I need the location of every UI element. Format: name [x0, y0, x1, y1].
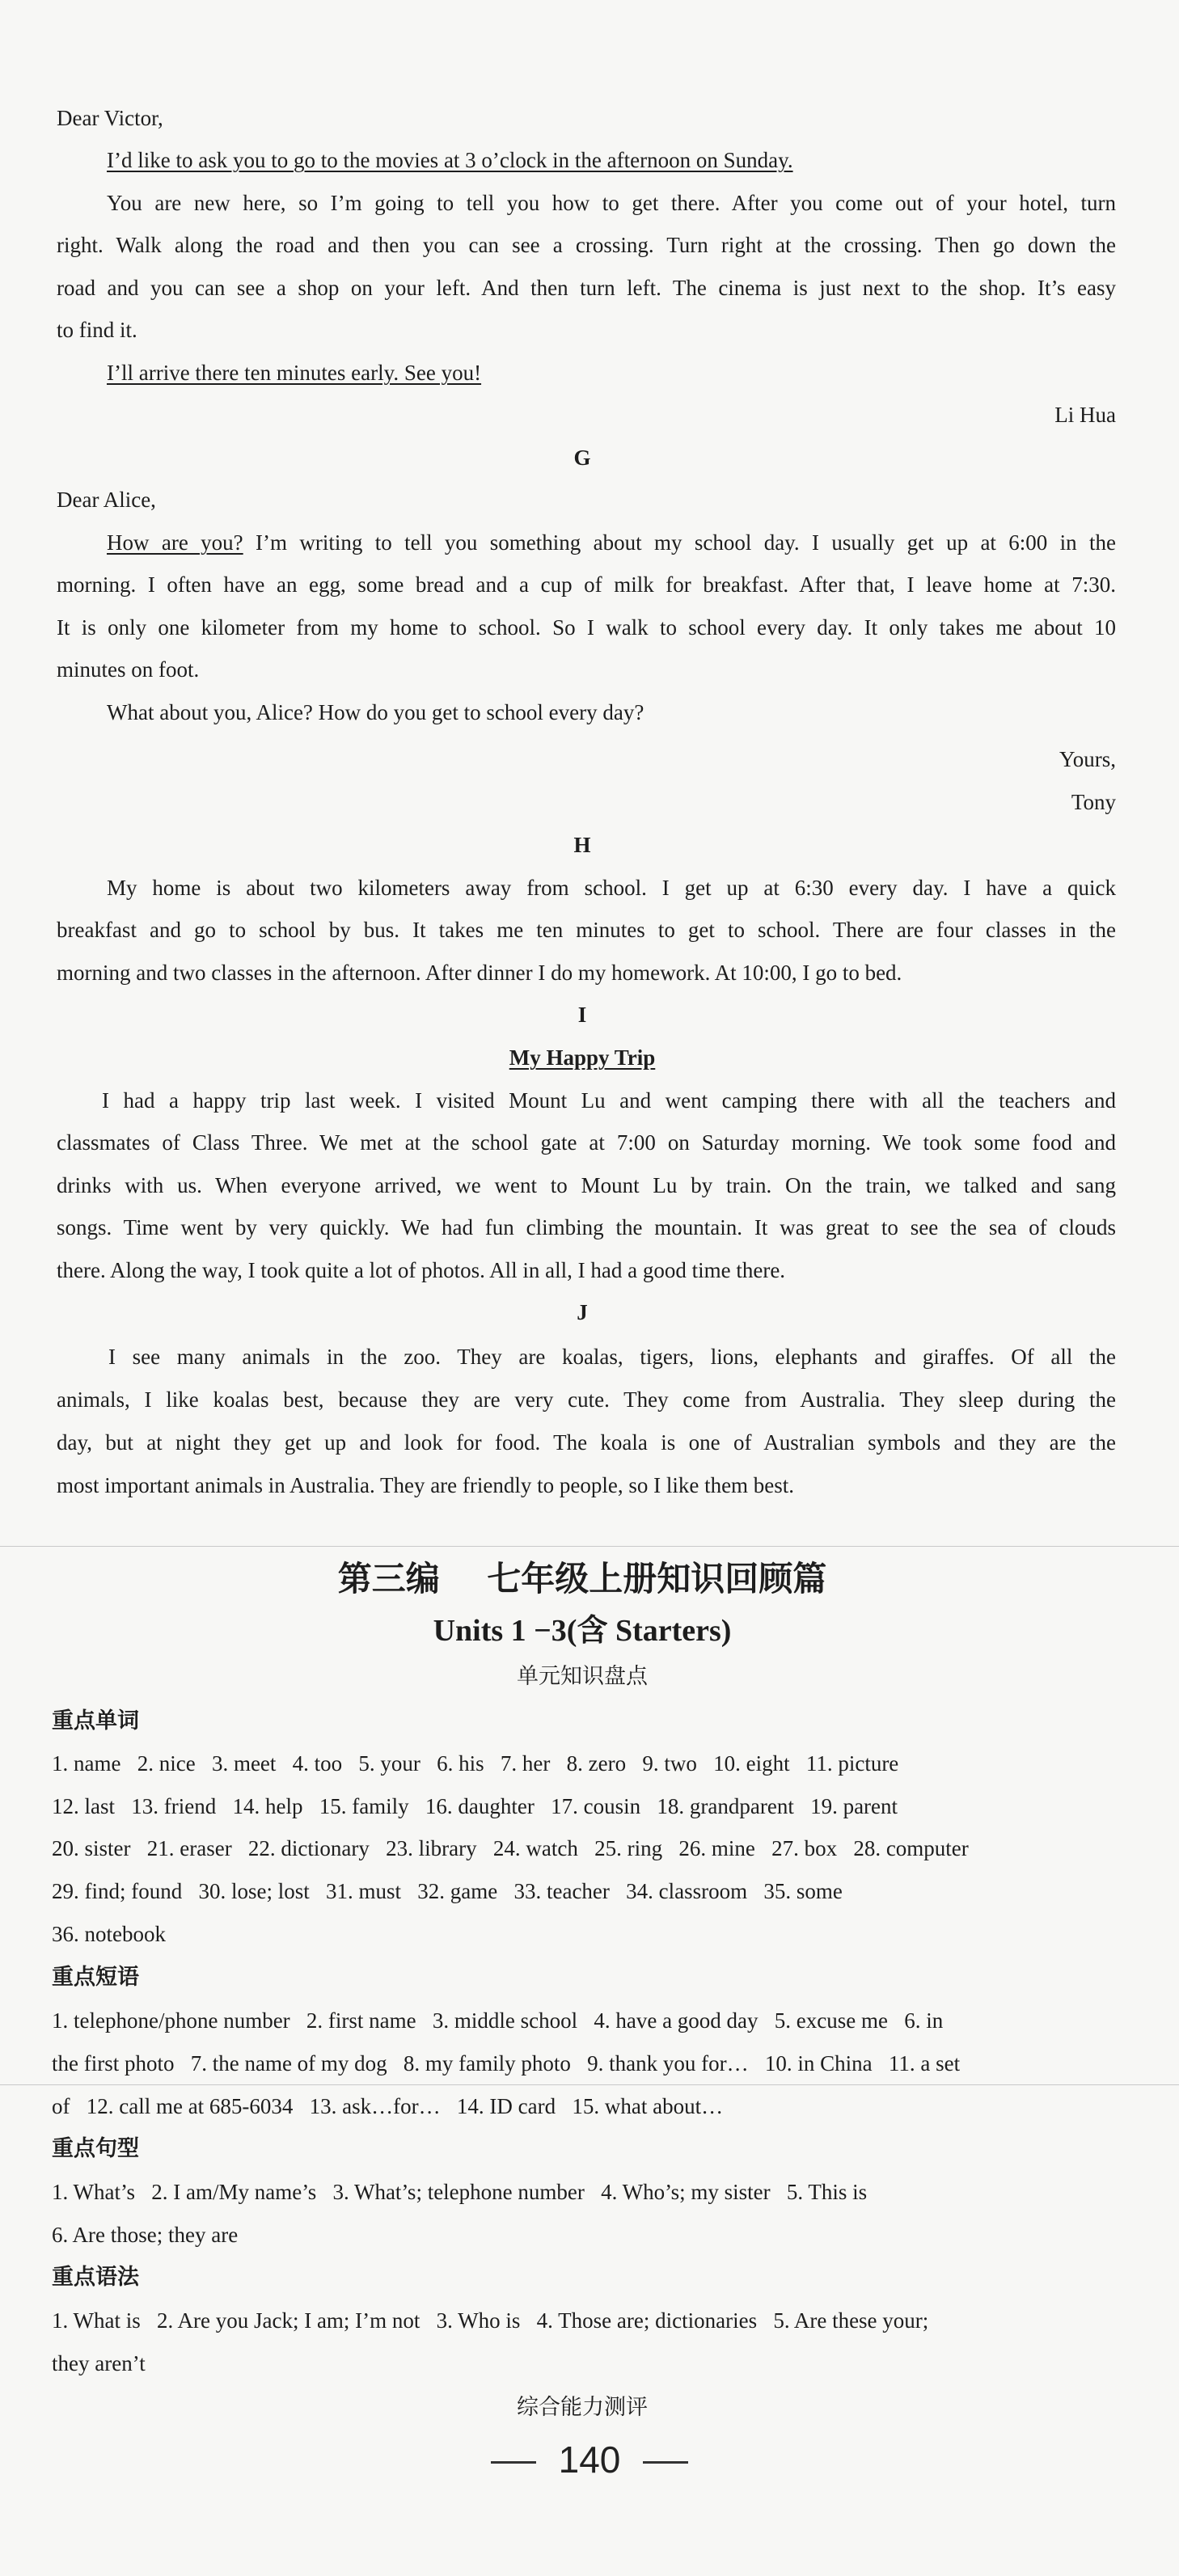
section-i-title [0, 1043, 1164, 1072]
section-h-line: morning and two classes in the afternoon. After dinner I do my homework. At 10:00, I go to bed. [57, 961, 902, 985]
comprehensive-assessment-label: 综合能力测评 [517, 2395, 648, 2420]
letter-f-body-line: road and you can see a shop on your left. And then turn left. The cinema is just next to the shop. It’s easy [57, 276, 1116, 300]
key-phrases-heading: 重点短语 [52, 1965, 139, 1990]
letter-f-salutation: Dear Victor, [57, 106, 163, 130]
section-divider [0, 1546, 1179, 1547]
key-phrases-line: the first photo 7. the name of my dog 8. my family photo 9. thank you for… 10. in China 11. a set [52, 2051, 961, 2076]
fold-line [0, 2084, 1179, 2085]
letter-f-closing-sentence: I’ll arrive there ten minutes early. See you! [107, 361, 482, 385]
letter-f-body-line: right. Walk along the road and then you can see a crossing. Turn right at the crossing. Then go down the [57, 233, 1116, 257]
page-number-dash [491, 2461, 536, 2464]
key-words-line: 12. last 13. friend 14. help 15. family 16. daughter 17. cousin 18. grandparent 19. parent [52, 1794, 898, 1818]
letter-f-opening-sentence: I’d like to ask you to go to the movies at 3 o’clock in the afternoon on Sunday. [107, 148, 793, 172]
letter-g-greeting: How are you? [107, 530, 243, 555]
section-i-line: classmates of Class Three. We met at the school gate at 7:00 on Saturday morning. We took some food and [57, 1130, 1116, 1155]
section-i-line: I had a happy trip last week. I visited Mount Lu and went camping there with all the teachers and [102, 1088, 1116, 1113]
section-h-label: H [573, 833, 591, 857]
letter-g-body-line: What about you, Alice? How do you get to school every day? [107, 700, 644, 724]
key-sentences-line: 6. Are those; they are [52, 2223, 239, 2247]
letter-f-body-line: You are new here, so I’m going to tell you how to get there. After you come out of your hotel, turn [107, 191, 1116, 215]
key-grammar-line: they aren’t [52, 2351, 146, 2375]
letter-g-body-line: It is only one kilometer from my home to school. So I walk to school every day. It only takes me about 10 [57, 615, 1116, 640]
letter-g-body-line: minutes on foot. [57, 657, 200, 682]
letter-f-signature: Li Hua [1054, 403, 1116, 427]
key-words-heading: 重点单词 [52, 1708, 139, 1734]
key-words-line: 36. notebook [52, 1922, 166, 1946]
letter-g-body-text: I’m writing to tell you something about my school day. I usually get up at 6:00 in the [243, 530, 1116, 555]
section-h-line: breakfast and go to school by bus. It takes me ten minutes to get to school. There are four classes in the [57, 918, 1116, 942]
letter-g-salutation: Dear Alice, [57, 488, 156, 512]
key-phrases-line: of 12. call me at 685-6034 13. ask…for… 14. ID card 15. what about… [52, 2094, 724, 2118]
section-j-line: day, but at night they get up and look for food. The koala is one of Australian symbols and they are the [57, 1430, 1116, 1455]
letter-g-body-line [107, 528, 1116, 557]
key-sentences-heading: 重点句型 [52, 2136, 139, 2161]
unit-knowledge-subtitle: 单元知识盘点 [517, 1664, 648, 1689]
key-sentences-line: 1. What’s 2. I am/My name’s 3. What’s; telephone number 4. Who’s; my sister 5. This is [52, 2180, 868, 2204]
letter-g-closing: Yours, [1059, 747, 1116, 771]
page-number-text: 140 [558, 2439, 621, 2481]
part-three-title: 第三编 七年级上册知识回顾篇 [337, 1559, 827, 1598]
section-i-line: drinks with us. When everyone arrived, we went to Mount Lu by train. On the train, we talked and sang [57, 1173, 1116, 1197]
section-j-line: I see many animals in the zoo. They are koalas, tigers, lions, elephants and giraffes. Of all the [108, 1345, 1116, 1369]
letter-g-body-line: morning. I often have an egg, some bread and a cup of milk for breakfast. After that, I leave home at 7:30. [57, 572, 1116, 597]
key-words-line: 29. find; found 30. lose; lost 31. must 32. game 33. teacher 34. classroom 35. some [52, 1879, 843, 1903]
section-h-line: My home is about two kilometers away from school. I get up at 6:30 every day. I have a quick [107, 876, 1116, 900]
section-i-title-text: My Happy Trip [509, 1045, 656, 1070]
section-j-label: J [577, 1300, 588, 1324]
section-j-line: animals, I like koalas best, because they are very cute. They come from Australia. They sleep during the [57, 1387, 1116, 1412]
key-words-line: 1. name 2. nice 3. meet 4. too 5. your 6. his 7. her 8. zero 9. two 10. eight 11. picture [52, 1751, 899, 1776]
key-words-line: 20. sister 21. eraser 22. dictionary 23. library 24. watch 25. ring 26. mine 27. box 28. computer [52, 1836, 969, 1860]
section-i-label: I [577, 1003, 587, 1027]
section-g-label: G [573, 446, 591, 470]
letter-f-body-line: to find it. [57, 318, 137, 342]
page-number [0, 2437, 1179, 2482]
page-number-dash [643, 2461, 688, 2464]
key-grammar-heading: 重点语法 [52, 2265, 139, 2290]
section-i-line: there. Along the way, I took quite a lot of photos. All in all, I had a good time there. [57, 1258, 786, 1282]
section-i-line: songs. Time went by very quickly. We had fun climbing the mountain. It was great to see the sea of clouds [57, 1215, 1116, 1239]
units-heading: Units 1 −3(含 Starters) [433, 1614, 732, 1648]
section-j-line: most important animals in Australia. They are friendly to people, so I like them best. [57, 1473, 795, 1497]
key-grammar-line: 1. What is 2. Are you Jack; I am; I’m not 3. Who is 4. Those are; dictionaries 5. Are these your; [52, 2308, 929, 2333]
letter-g-signature: Tony [1071, 790, 1116, 814]
key-phrases-line: 1. telephone/phone number 2. first name 3. middle school 4. have a good day 5. excuse me 6. in [52, 2008, 944, 2033]
